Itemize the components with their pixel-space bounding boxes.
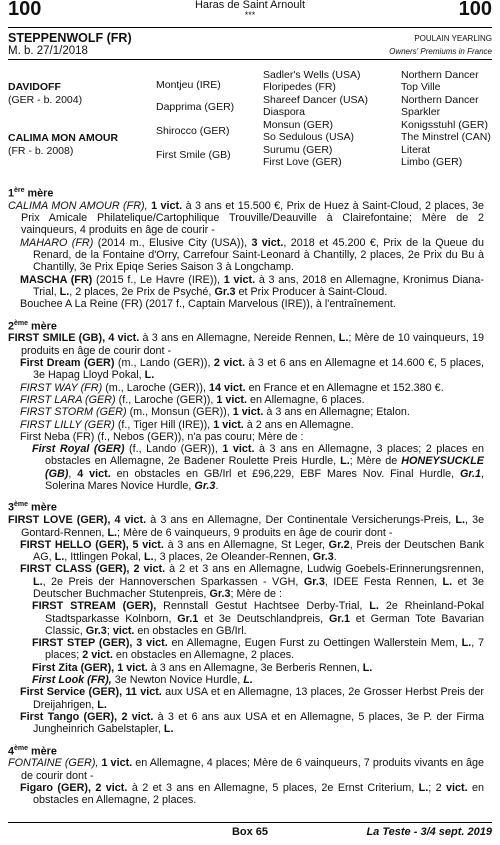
- grandproduce-entry: [32, 674, 484, 686]
- wins: 2 vict.: [121, 710, 154, 723]
- race-grade: L.: [54, 551, 65, 564]
- race-grade: L.: [163, 723, 174, 736]
- race-grade: L.: [442, 575, 453, 588]
- produce-name: First Zita (GER),: [32, 661, 115, 674]
- produce-name: First Dream (GER): [20, 357, 115, 370]
- race-grade: L.: [340, 455, 350, 468]
- record-text: ; 2: [428, 782, 442, 795]
- produce-entry: [20, 711, 484, 736]
- sale-type: POULAIN YEARLING: [414, 34, 492, 43]
- record-text: à 2 et 3 ans en Allemagne, Ludwig Goebels-Erinnerungsrennen,: [169, 563, 485, 576]
- wins: vict.: [112, 624, 135, 637]
- box-number: Box 65: [231, 826, 269, 838]
- wins: 2 vict.: [95, 782, 128, 795]
- wins: 1 vict.: [213, 418, 244, 431]
- wins: 1 vict.: [151, 199, 183, 212]
- ped-g4-3: Northern Dancer: [401, 94, 479, 106]
- record-text: à 3 ans en Allemagne, St Leger,: [167, 538, 325, 551]
- section-number: 3: [8, 501, 15, 514]
- produce-name: First Tango (GER),: [20, 710, 118, 723]
- consignor-name: Haras de Saint Arnoult: [194, 0, 306, 11]
- ped-g4-4: Sparkler: [401, 106, 441, 118]
- ped-g3-2: Floripedes (FR): [263, 81, 336, 93]
- produce-details: (f., Lando (GER)),: [128, 443, 218, 456]
- produce-details: (m., Laroche (GER)),: [105, 381, 206, 394]
- dam-name-text: FIRST SMILE (GB),: [8, 332, 106, 345]
- race-grade: L.: [107, 526, 118, 539]
- race-grade: Gr.3: [303, 575, 325, 588]
- ped-g4-6: The Minstrel (CAN): [401, 131, 491, 143]
- footer-rule: [8, 822, 492, 823]
- race-grade: L.: [461, 637, 472, 650]
- ped-g3-8: First Love (GER): [263, 156, 342, 168]
- record-text: , 2e Preis der Hannoverschen Sparkassen - VGH,: [42, 575, 299, 588]
- produce-entry: First Neba (FR) (f., Nebos (GER)), n'a pas couru; Mère de :: [20, 430, 304, 443]
- ped-g4-5: Konigsstuhl (GER): [401, 119, 488, 131]
- grandproduce-entry: [32, 443, 484, 492]
- race-grade: L.: [33, 575, 43, 588]
- grandproduce-entry: [32, 662, 484, 674]
- race-grade: L.: [369, 600, 379, 613]
- produce-entry: [20, 539, 484, 564]
- produce-entry: [20, 782, 484, 807]
- dam-name-text: FIRST LOVE (GER),: [8, 514, 111, 527]
- wins: 4 vict.: [114, 514, 147, 527]
- section-heading-second-dam: [8, 318, 484, 333]
- section-heading-third-dam: [8, 499, 484, 514]
- wins: 2 vict.: [213, 357, 245, 370]
- produce-name: Figaro (GER),: [20, 782, 91, 795]
- premium-note: Owners' Premiums in France: [389, 47, 492, 56]
- record-text: en Allemagne, Eugen Furst zu Oettingen Wallerstein Mem,: [171, 637, 458, 650]
- race-grade: L.: [59, 285, 70, 298]
- section-label: mère: [31, 501, 57, 514]
- grandproduce-entry: [32, 600, 484, 637]
- lot-number-right: 100: [458, 0, 492, 20]
- race-grade: Gr.2: [328, 538, 350, 551]
- ped-g4-7: Literat: [401, 144, 431, 156]
- record-text: en obstacles en Allemagne, 2 places.: [115, 649, 295, 662]
- record-text: ,: [68, 467, 72, 480]
- record-text: , 2018 et 45.200 €, Prix de la Queue du Renard, de la Fontaine d'Orry, Carrefour Saint-Leonard à Chantilly, 2 places, 2e Prix du Bu à Chantilly, 3e Prix Epiqe Series Saison 3 à Longchamp.: [33, 236, 485, 274]
- sale-event: La Teste - 3/4 sept. 2019: [366, 826, 492, 838]
- produce-name: FIRST LARA (GER): [20, 393, 116, 406]
- record-text: à 3 ans en Allemagne, Der Continentale Versicherungs-Preis,: [150, 514, 452, 527]
- ped-g3-6: So Sedulous (USA): [263, 131, 355, 143]
- race-grade: L.: [418, 782, 429, 795]
- page-header: [8, 0, 492, 24]
- produce-entry: [20, 237, 484, 274]
- produce-name: First Royal (GER): [32, 443, 125, 456]
- record-text: à 3 ans en Allemagne; Etalon.: [266, 406, 410, 419]
- ped-g4-8: Limbo (GER): [401, 156, 463, 168]
- produce-entry: Bouchee A La Reine (FR) (2017 f., Captain Marvelous (IRE)), à l'entraînement.: [20, 298, 396, 311]
- section-label: mère: [31, 745, 57, 758]
- race-grade: Gr.3: [214, 285, 236, 298]
- dam-entry: [8, 200, 484, 237]
- produce-entry: [20, 563, 484, 600]
- record-text: à 3 ans et 15.500 €, Prix de Huez à Saint-Cloud, 2 places, 3e Prix Amicale Philatelique/Cartophilique Trouville/Deauville à Clairefontaine; Mère de 2 vainqueurs, 4 produits en âge de courir -: [21, 199, 485, 237]
- race-grade: Gr.3: [85, 624, 107, 637]
- record-text: 2e Rheinland-Pokal Stadtsparkasse Kolnborn,: [45, 600, 485, 625]
- wins: 4 vict.: [108, 332, 140, 345]
- record-text: à 2 ans en Allemagne.: [246, 418, 354, 431]
- dam-entry: [8, 332, 484, 357]
- record-text: et Prix Producer à Saint-Cloud.: [238, 285, 388, 298]
- record-text: à 3 ans en Allemagne, 3 places; 2 places en obstacles en Allemagne, 2e Badener Roulette Preis Hurdle,: [45, 443, 485, 468]
- dam-name-text: FONTAINE (GER),: [8, 757, 99, 770]
- record-text: .: [215, 480, 219, 493]
- produce-name: FIRST STREAM (GER),: [32, 600, 157, 613]
- race-grade: L.: [97, 698, 107, 711]
- ped-g3-3: Shareef Dancer (USA): [263, 94, 369, 106]
- wins: 1 vict.: [101, 757, 133, 770]
- produce-details: (m., Lando (GER)),: [117, 357, 211, 370]
- section-heading-first-dam: [8, 185, 484, 200]
- record-text: , 7 places;: [45, 637, 485, 662]
- record-text: en obstacles en GB/Irl et £96,229, EBF Mares Nov. Final Hurdle,: [116, 467, 455, 480]
- record-text: 3e Newton Novice Hurdle,: [114, 674, 241, 687]
- race-grade: L.: [144, 551, 154, 564]
- dam-name: CALIMA MON AMOUR: [8, 132, 119, 144]
- produce-details: (2014 m., Elusive City (USA)),: [97, 236, 248, 249]
- header-rule: [8, 27, 492, 28]
- record-text: , 3e Gontard-Rennen,: [21, 514, 485, 539]
- produce-details: (f., Tiger Hill (IRE)),: [117, 418, 211, 431]
- horse-name: STEPPENWOLF (FR): [8, 31, 132, 45]
- section-number: 1: [8, 187, 15, 200]
- ped-g2-1: Montjeu (IRE): [156, 79, 221, 91]
- produce-entry: [20, 357, 484, 382]
- section-number: 4: [8, 745, 15, 758]
- produce-entry: [20, 382, 484, 394]
- record-text: , Preis der Deutschen Bank AG,: [33, 538, 484, 564]
- wins: 14 vict.: [208, 381, 246, 394]
- dam-entry: [8, 514, 484, 539]
- produce-name: FIRST STORM (GER): [20, 406, 127, 419]
- section-heading-fourth-dam: [8, 743, 484, 758]
- record-text: à 3 ans en Allemagne, Nereide Rennen,: [142, 332, 336, 345]
- record-text: ; Mère de: [349, 455, 398, 468]
- horse-description: M. b. 27/1/2018: [8, 45, 88, 57]
- produce-entry: [20, 406, 484, 418]
- produce-name: First Service (GER),: [20, 686, 123, 699]
- sire-name: DAVIDOFF: [8, 81, 61, 93]
- record-text: à 3 et 6 ans en Allemagne et 14.600 €, 5 places, 3e Hapag Lloyd Pokal,: [33, 357, 485, 382]
- wins: 5 vict.: [132, 538, 164, 551]
- record-text: à 3 ans en Allemagne, 3e Berberis Rennen,: [150, 661, 360, 674]
- record-text: en France et en Allemagne et 152.380 €.: [248, 381, 444, 394]
- record-text: à 3 ans, 2018 en Allemagne, Kronimus Diana-Trial,: [33, 273, 485, 298]
- record-text: Rennstall Gestut Hachtsee Derby-Trial,: [163, 600, 363, 613]
- produce-name: HONEYSUCKLE (GB): [45, 455, 484, 480]
- produce-name: FIRST LILLY (GER): [20, 418, 115, 431]
- section-ordinal: ème: [14, 501, 29, 509]
- record-text: en Allemagne, 4 places; Mère de 6 vainqueurs, 7 produits vivants en âge de courir dont -: [21, 757, 485, 782]
- record-text: en obstacles en Allemagne, 2 places.: [33, 782, 485, 807]
- ped-g3-5: Monsun (GER): [263, 119, 334, 131]
- section-label: mère: [27, 187, 54, 200]
- race-grade: L.: [338, 332, 349, 345]
- section-ordinal: ère: [14, 187, 25, 194]
- wins: 3 vict.: [251, 236, 284, 249]
- wins: 1 vict.: [117, 661, 148, 674]
- ped-g3-4: Diaspora: [263, 106, 306, 118]
- record-text: , 3 places, 2e Oleander-Rennen,: [153, 551, 310, 564]
- wins: 11 vict.: [125, 686, 162, 699]
- ped-g3-1: Sadler's Wells (USA): [263, 69, 361, 81]
- race-grade: L.: [144, 369, 155, 382]
- produce-entry: [20, 274, 484, 299]
- produce-name: FIRST STEP (GER),: [32, 637, 133, 650]
- record-text: en Allemagne, 6 places.: [250, 393, 365, 406]
- produce-record: [8, 185, 484, 807]
- ped-g4-2: Top Ville: [401, 81, 441, 93]
- wins: 2 vict.: [82, 649, 113, 662]
- record-text: , Ittlingen Pokal,: [64, 551, 142, 564]
- produce-details: (f., Laroche (GER)),: [118, 393, 214, 406]
- wins: 1 vict.: [223, 273, 256, 286]
- record-text: ; Mère de :: [230, 587, 283, 600]
- race-grade: Gr.1: [328, 612, 350, 625]
- record-text: en obstacles en GB/Irl.: [137, 624, 247, 637]
- produce-entry: [20, 394, 484, 406]
- dam-details: (FR - b. 2008): [8, 145, 74, 157]
- race-grade: L.: [243, 674, 253, 687]
- wins: 4 vict.: [77, 467, 111, 480]
- ped-g2-2: Dapprima (GER): [156, 101, 235, 113]
- section-ordinal: ème: [14, 744, 29, 752]
- race-grade: L.: [362, 661, 373, 674]
- produce-name: FIRST WAY (FR): [20, 381, 103, 394]
- section-label: mère: [31, 320, 57, 333]
- produce-details: (m., Monsun (GER)),: [129, 406, 230, 419]
- produce-entry: [20, 419, 484, 431]
- produce-name: MASCHA (FR): [20, 273, 93, 286]
- wins: 2 vict.: [133, 563, 166, 576]
- race-grade: Gr.3: [209, 587, 231, 600]
- record-text: et 3e Deutschlandpreis,: [204, 612, 324, 625]
- record-text: à 2 et 3 ans en Allemagne, 5 places, 2e Ernst Criterium,: [131, 782, 415, 795]
- record-text: et 3e Deutscher Buchmacher Stutenpreis,: [33, 575, 484, 600]
- race-grade: L.: [455, 514, 465, 527]
- record-text: à 3 et 6 ans aux USA et en Allemagne, 5 places, 3e P. der Firma Jungheinrich Gabelstapler,: [33, 710, 485, 736]
- record-text: , Solerina Mares Novice Hurdle,: [45, 467, 485, 493]
- race-grade: Gr.1: [460, 467, 482, 480]
- sire-details: (GER - b. 2004): [8, 94, 83, 106]
- wins: 1 vict.: [222, 443, 255, 456]
- record-text: .: [333, 551, 337, 564]
- ped-g2-4: First Smile (GB): [156, 149, 231, 161]
- dam-name-text: CALIMA MON AMOUR (FR),: [8, 199, 148, 212]
- produce-name: FIRST CLASS (GER),: [20, 563, 130, 576]
- wins: 3 vict.: [136, 637, 168, 650]
- wins: 1 vict.: [216, 393, 247, 406]
- section-ordinal: ème: [14, 319, 29, 327]
- record-text: , IDEE Festa Rennen,: [324, 575, 438, 588]
- wins: 1 vict.: [232, 406, 264, 419]
- record-text: et German Tote Bavarian Classic,: [45, 612, 485, 637]
- produce-name: FIRST HELLO (GER),: [20, 538, 129, 551]
- record-text: ;: [106, 624, 110, 637]
- ped-g4-1: Northern Dancer: [401, 69, 479, 81]
- pedigree-rule: [8, 59, 492, 60]
- produce-name: MAHARO (FR): [20, 236, 94, 249]
- produce-details: (2015 f., Le Havre (IRE)),: [96, 273, 221, 286]
- record-text: aux USA et en Allemagne, 13 places, 2e Grosser Herbst Preis der Dreijahrigen,: [33, 686, 484, 711]
- produce-name: First Look (FR),: [32, 674, 112, 687]
- race-grade: Gr.3: [194, 480, 216, 493]
- record-text: , 2 places, 2e Prix de Psyché,: [69, 285, 212, 298]
- consignor: [8, 0, 492, 19]
- ped-g3-7: Surumu (GER): [263, 144, 333, 156]
- dam-entry: [8, 757, 484, 782]
- pedigree-table: [8, 70, 492, 170]
- consignor-stars: ***: [244, 10, 256, 20]
- record-text: ; Mère de 6 vainqueurs, 9 produits en âge de courir dont -: [117, 526, 393, 539]
- lot-number: 100: [8, 0, 42, 20]
- section-number: 2: [8, 320, 15, 333]
- produce-entry: [20, 686, 484, 711]
- wins: vict.: [446, 782, 468, 795]
- ped-g2-3: Shirocco (GER): [156, 125, 230, 137]
- race-grade: Gr.3: [312, 551, 334, 564]
- race-grade: Gr.1: [177, 612, 199, 625]
- grandproduce-entry: [32, 637, 484, 662]
- record-text: ; Mère de 10 vainqueurs, 19 produits en âge de courir dont -: [21, 332, 485, 357]
